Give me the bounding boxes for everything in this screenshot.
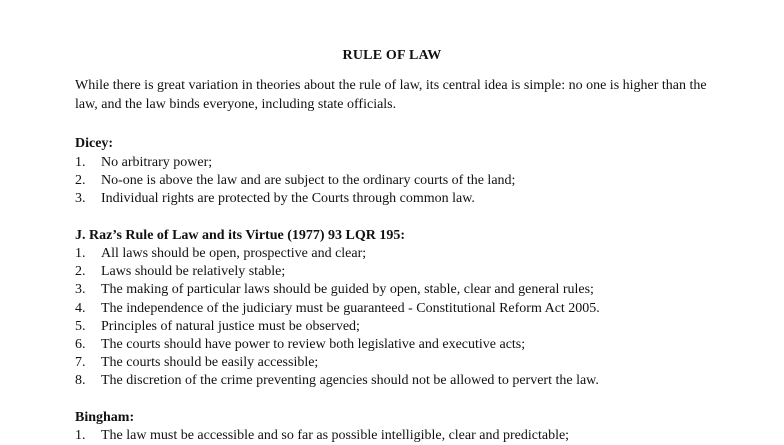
list-item-number: 3. (75, 282, 86, 298)
list-item-text: No-one is above the law and are subject to the ordinary courts of the land; (101, 173, 516, 189)
list-item-text: The law must be accessible and so far as possible intelligible, clear and predictable; (101, 428, 570, 443)
list-item (75, 318, 600, 336)
list-item-text: The discretion of the crime preventing agencies should not be allowed to pervert the law. (101, 373, 599, 389)
list-item-number: 7. (75, 355, 86, 371)
list-item (75, 300, 600, 318)
list-item (75, 281, 600, 299)
list-item-text: The making of particular laws should be guided by open, stable, clear and general rules; (101, 282, 594, 298)
list-item (75, 336, 600, 354)
dicey-list (75, 154, 515, 209)
raz-list (75, 245, 600, 391)
list-item-number: 1. (75, 155, 86, 170)
list-item-text: The courts should be easily accessible; (101, 355, 319, 371)
list-item (75, 154, 515, 172)
list-item-number: 6. (75, 336, 86, 352)
list-item (75, 427, 569, 445)
list-item (75, 354, 600, 372)
list-item-text: The independence of the judiciary must be guaranteed - Constitutional Reform Act 2005. (101, 300, 600, 316)
list-item-number: 8. (75, 373, 86, 389)
list-item-number: 2. (75, 264, 86, 280)
list-item (75, 172, 515, 190)
section-heading-dicey: Dicey: (75, 136, 114, 151)
section-heading-raz: J. Raz’s Rule of Law and its Virtue (1977) 93 LQR 195: (75, 228, 406, 243)
list-item (75, 245, 600, 263)
list-item-text: All laws should be open, prospective and clear; (101, 246, 367, 261)
list-item-text: Individual rights are protected by the Courts through common law. (101, 191, 475, 207)
list-item-number: 5. (75, 318, 86, 334)
list-item-number: 3. (75, 191, 86, 207)
intro-paragraph: While there is great variation in theories about the rule of law, its central idea is simple: no one is higher than the law, and the law binds everyone, including state officials. (75, 78, 707, 112)
list-item-text: Principles of natural justice must be observed; (101, 318, 360, 334)
list-item-number: 4. (75, 300, 86, 316)
list-item-text: The courts should have power to review both legislative and executive acts; (101, 336, 526, 352)
section-heading-bingham: Bingham: (75, 410, 135, 425)
list-item (75, 190, 515, 208)
list-item (75, 372, 600, 390)
list-item-number: 1. (75, 246, 86, 261)
list-item (75, 263, 600, 281)
bingham-list (75, 427, 569, 445)
list-item-text: No arbitrary power; (101, 155, 213, 170)
list-item-text: Laws should be relatively stable; (101, 264, 286, 280)
page-title: RULE OF LAW (342, 48, 442, 63)
list-item-number: 2. (75, 173, 86, 189)
list-item-number: 1. (75, 428, 86, 443)
